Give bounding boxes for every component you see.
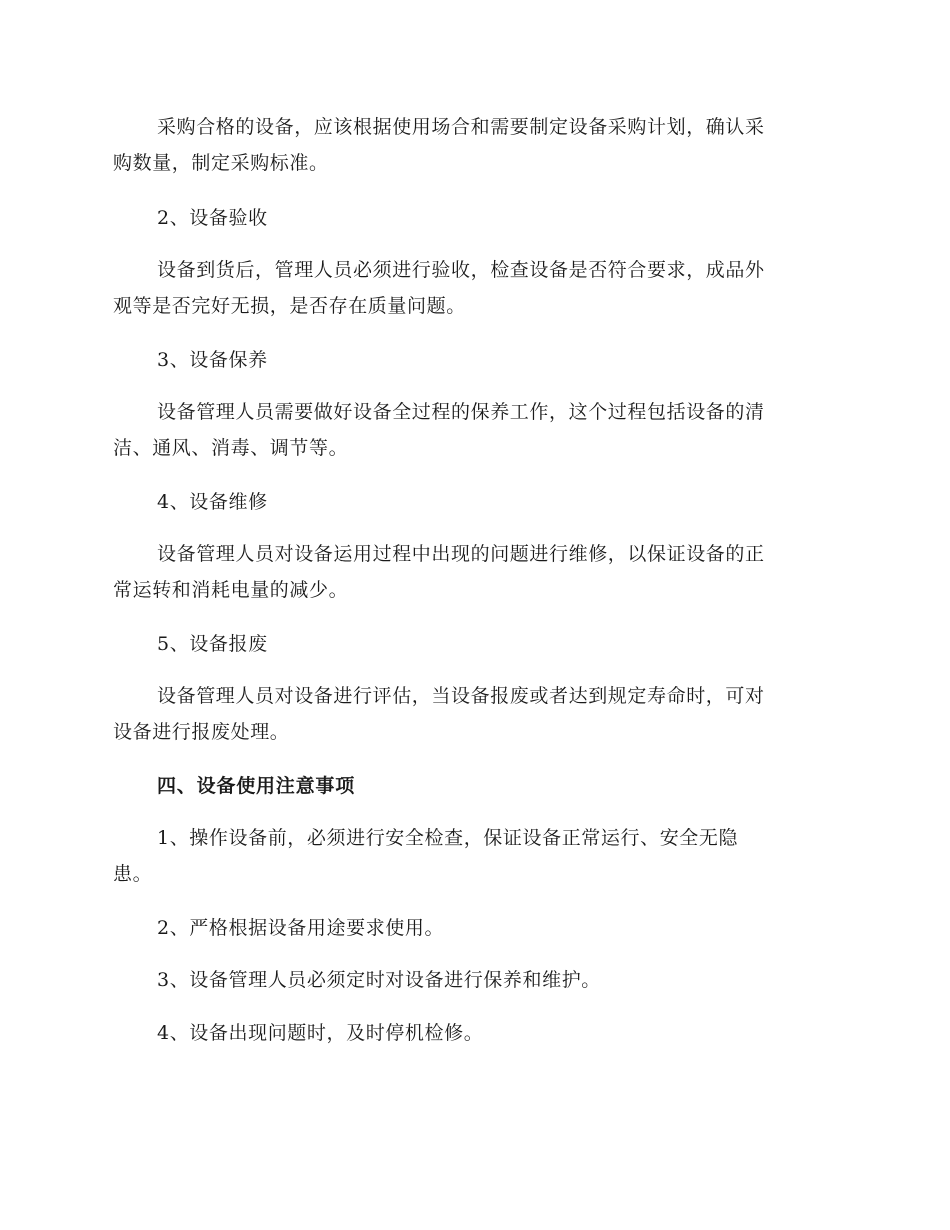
paragraph-line: 设备管理人员对设备进行评估，当设备报废或者达到规定寿命时，可对 xyxy=(157,685,765,707)
list-item-heading: 4、设备维修 xyxy=(157,491,268,513)
paragraph-line: 设备管理人员对设备运用过程中出现的问题进行维修，以保证设备的正 xyxy=(157,543,765,565)
paragraph-line: 洁、通风、消毒、调节等。 xyxy=(113,437,349,459)
paragraph-line: 常运转和消耗电量的减少。 xyxy=(113,579,349,601)
list-item-heading: 3、设备保养 xyxy=(157,349,268,371)
section-heading: 四、设备使用注意事项 xyxy=(157,775,356,797)
list-item-heading: 5、设备报废 xyxy=(157,633,268,655)
paragraph-line: 采购合格的设备，应该根据使用场合和需要制定设备采购计划，确认采 xyxy=(157,116,765,138)
paragraph-line: 设备管理人员需要做好设备全过程的保养工作，这个过程包括设备的清 xyxy=(157,401,765,423)
paragraph-line: 1、操作设备前，必须进行安全检查，保证设备正常运行、安全无隐 xyxy=(157,827,739,849)
paragraph-line: 观等是否完好无损，是否存在质量问题。 xyxy=(113,295,466,317)
list-item: 4、设备出现问题时，及时停机检修。 xyxy=(157,1022,484,1044)
list-item: 2、严格根据设备用途要求使用。 xyxy=(157,917,445,939)
list-item: 3、设备管理人员必须定时对设备进行保养和维护。 xyxy=(157,969,601,991)
paragraph-line: 设备进行报废处理。 xyxy=(113,721,290,743)
paragraph-line: 患。 xyxy=(113,863,153,885)
list-item-heading: 2、设备验收 xyxy=(157,207,268,229)
paragraph-line: 购数量，制定采购标准。 xyxy=(113,152,329,174)
paragraph-line: 设备到货后，管理人员必须进行验收，检查设备是否符合要求，成品外 xyxy=(157,259,765,281)
